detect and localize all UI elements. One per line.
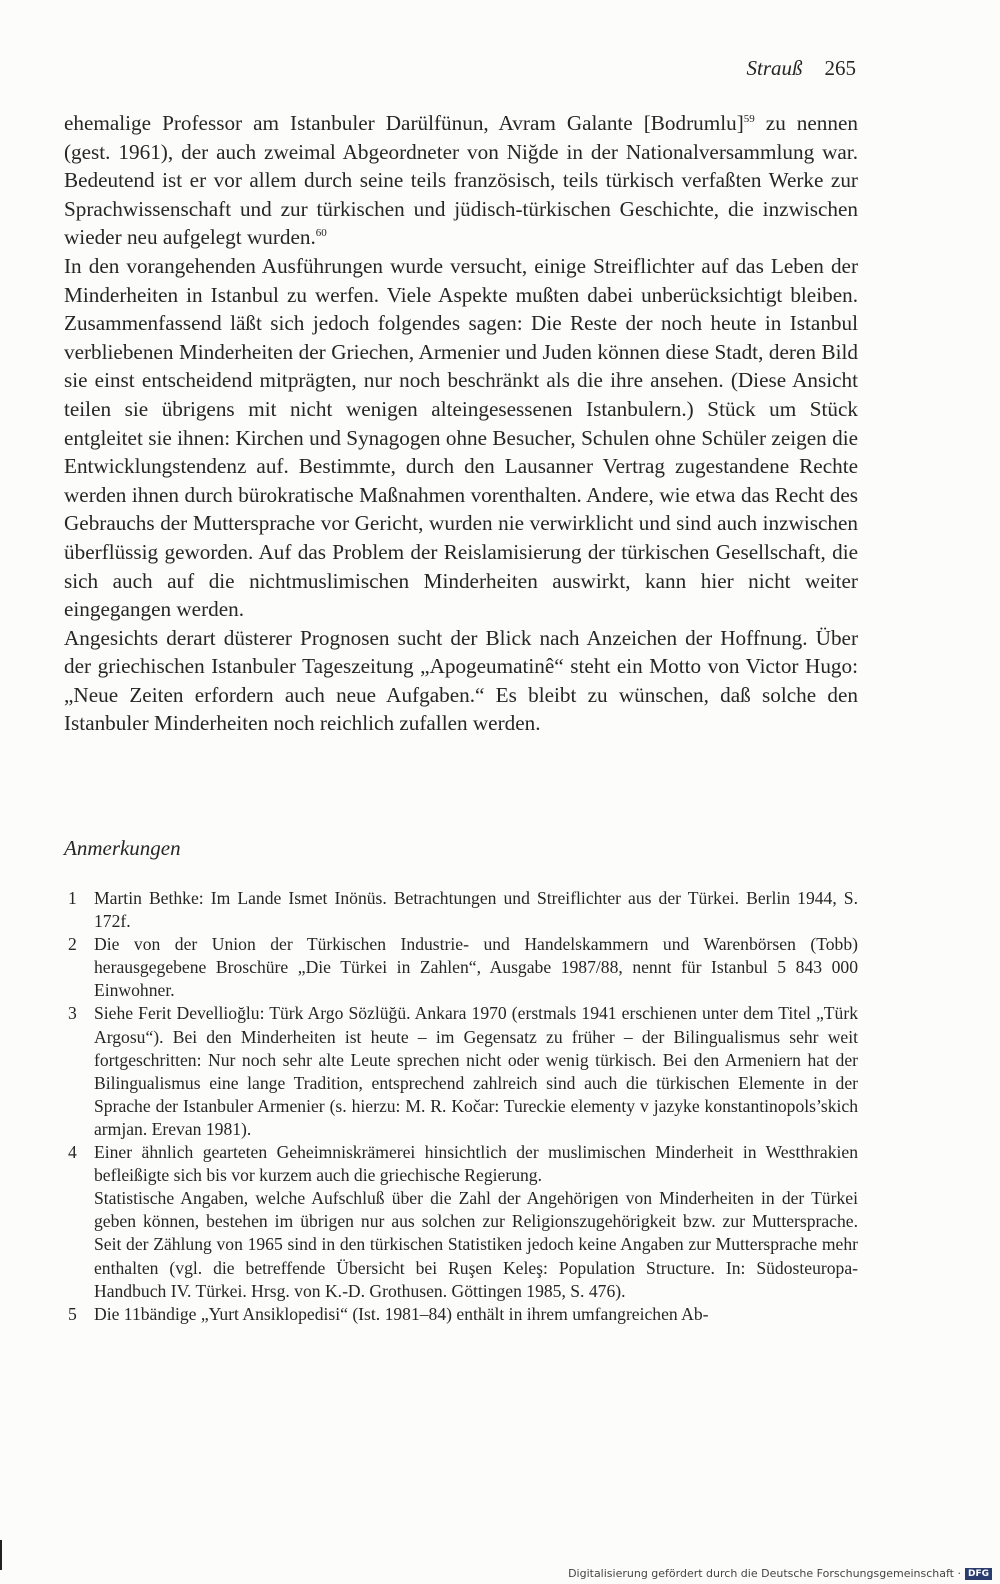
footnote-ref-60: 60 [315, 227, 327, 240]
note-text-continued: Statistische Angaben, welche Aufschluß über die Zahl der Angehörigen von Minderheiten in der Türkei geben können, bestehen im übrigen nur aus solchen zur Religionszugehörigkeit bzw. zur Muttersprache. Seit der Zählung von 1965 sind in den türkischen Statistiken jedoch keine Angaben zur Muttersprache mehr enthalten (vgl. die betreffende Übersicht bei Ruşen Keleş: Population Structure. In: Südosteuropa-Handbuch IV. Türkei. Hrsg. von K.-D. Grothusen. Göttingen 1985, S. 476). [94, 1188, 858, 1301]
note-5 [68, 1303, 858, 1326]
note-1 [68, 887, 858, 933]
dfg-logo-icon: DFG [965, 1568, 992, 1580]
note-number: 3 [68, 1003, 77, 1024]
paragraph-2: In den vorangehenden Ausführungen wurde versucht, einige Streiflichter auf das Leben der Minderheiten in Istanbul zu werfen. Viele Aspekte mußten dabei unberücksichtigt bleiben. Zusammenfassend läßt sich jedoch folgendes sagen: Die Reste der noch heute in Istanbul verbliebenen Minderheiten der Griechen, Armenier und Juden können diese Stadt, deren Bild sie einst entscheidend mitprägten, nur noch beschränkt als die ihre ansehen. (Diese Ansicht teilen sie übrigens mit nicht wenigen alteingesessenen Istanbulern.) Stück um Stück entgleitet sie ihnen: Kirchen und Synagogen ohne Besucher, Schulen ohne Schüler zeigen die Entwicklungstendenz auf. Bestimmte, durch den Lausanner Vertrag zugestandene Rechte werden ihnen durch bürokratische Maßnahmen vorenthalten. Andere, wie etwa das Recht des Gebrauchs der Muttersprache vor Gericht, wurden nie verwirklicht und sind auch inzwischen überflüssig geworden. Auf das Problem der Reislamisierung der türkischen Gesellschaft, die sich auch auf die nichtmuslimischen Minderheiten auswirkt, kann hier nicht weiter eingegangen werden. [64, 253, 858, 622]
footnote-ref-59: 59 [743, 113, 755, 125]
note-2 [68, 933, 858, 1002]
note-number: 2 [68, 934, 77, 955]
note-text: Einer ähnlich gearteten Geheimniskrämerei hinsichtlich der muslimischen Minderheit in Westthrakien befleißigte sich bis vor kurzem auch die griechische Regierung. [94, 1142, 858, 1186]
page-number: 265 [824, 56, 856, 80]
paragraph-1-text-a: ehemalige Professor am Istanbuler Darülfünun, Avram Galante [Bodrumlu] [64, 111, 744, 135]
footer-credit [568, 1567, 992, 1580]
note-number: 5 [68, 1303, 77, 1324]
note-number: 1 [68, 888, 77, 908]
paragraph-1 [64, 109, 858, 252]
running-head-author: Strauß [746, 56, 803, 80]
notes-heading: Anmerkungen [64, 836, 181, 860]
paragraph-3: Angesichts derart düsterer Prognosen sucht der Blick nach Anzeichen der Hoffnung. Über der griechischen Istanbuler Tageszeitung „Apogeumatinê“ steht ein Motto von Victor Hugo: „Neue Zeiten erfordern auch neue Aufgaben.“ Es bleibt zu wünschen, daß solche den Istanbuler Minderheiten noch reichlich zufallen werden. [64, 625, 858, 736]
note-4 [68, 1141, 858, 1303]
footer-credit-text: Digitalisierung gefördert durch die Deutsche Forschungsgemeinschaft · [568, 1567, 961, 1580]
body-text [64, 109, 858, 738]
note-3 [68, 1002, 858, 1141]
page-edge-mark [0, 1540, 2, 1570]
note-text: Martin Bethke: Im Lande Ismet Inönüs. Betrachtungen und Streiflichter aus der Türkei. Berlin 1944, S. 172f. [94, 888, 858, 932]
note-text: Die 11bändige „Yurt Ansiklopedisi“ (Ist. 1981–84) enthält in ihrem umfangreichen Ab- [94, 1303, 709, 1324]
paragraph-1-text-b: zu nennen (gest. 1961), der auch zweimal Abgeordneter von Niğde in der Nationalversammlung war. Bedeutend ist er vor allem durch seine teils französisch, teils türkisch verfaßten Werke zur Sprachwissenschaft und zur türkischen und jüdisch-türkischen Geschichte, die inzwischen wieder neu aufgelegt wurden. [64, 111, 858, 250]
note-text: Siehe Ferit Devellioğlu: Türk Argo Sözlüğü. Ankara 1970 (erstmals 1941 erschienen unter dem Titel „Türk Argosu“). Bei den Minderheiten ist heute – im Gegensatz zu früher – der Bilingualismus sehr weit fortgeschritten: Nur noch sehr alte Leute sprechen nicht oder wenig türkisch. Bei den Armeniern hat der Bilingualismus eine lange Tradition, entsprechend zahlreich sind auch die türkischen Elemente in der Sprache der Istanbuler Armenier (s. hierzu: M. R. Kočar: Tureckie elementy v jazyke konstantinopols’skich armjan. Erevan 1981). [94, 1003, 858, 1139]
note-number: 4 [68, 1142, 77, 1163]
running-head [0, 56, 856, 81]
note-text: Die von der Union der Türkischen Industrie- und Handelskammern und Warenbörsen (Tobb) herausgegebene Broschüre „Die Türkei in Zahlen“, Ausgabe 1987/88, nennt für Istanbul 5 843 000 Einwohner. [94, 934, 858, 1001]
notes-list [68, 887, 858, 1326]
